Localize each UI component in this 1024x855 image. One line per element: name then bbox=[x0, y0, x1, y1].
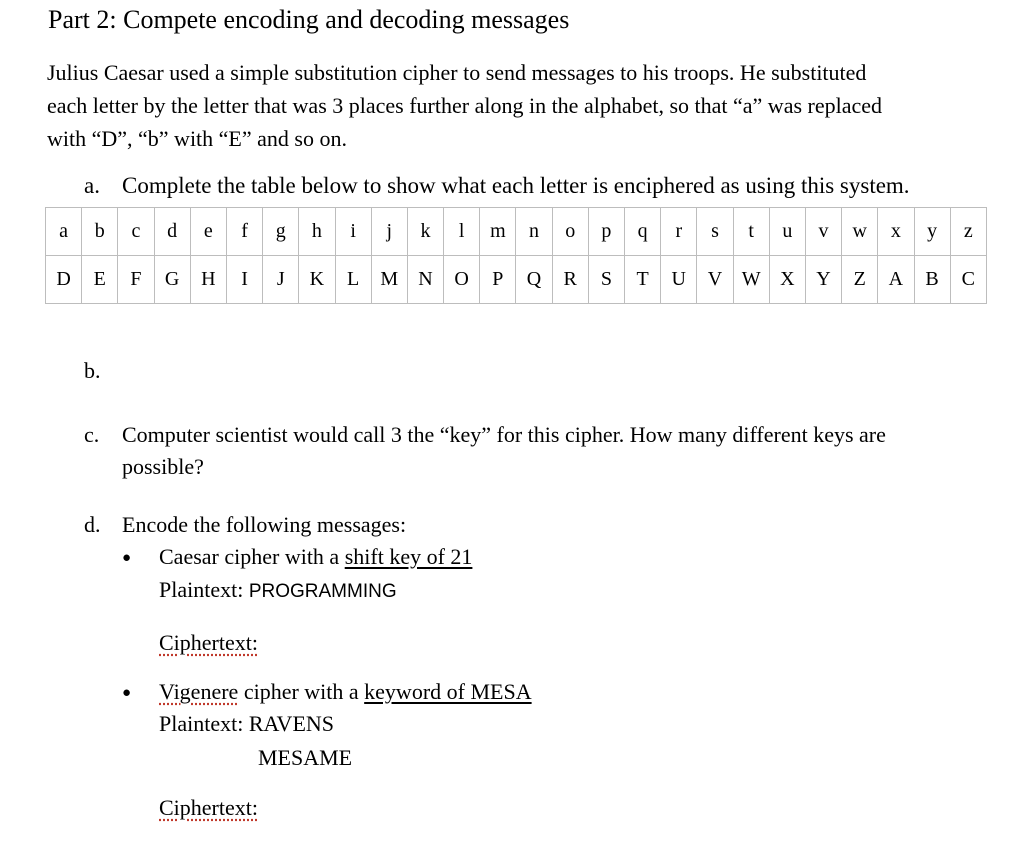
item2-plaintext: Plaintext: RAVENS bbox=[159, 711, 335, 736]
plain-letter-cell: z bbox=[950, 208, 986, 256]
question-d-text: Encode the following messages: bbox=[122, 512, 407, 537]
item1-prefix: Caesar cipher with a bbox=[159, 544, 345, 569]
plain-letter-cell: v bbox=[805, 208, 841, 256]
cipher-letter-cell: B bbox=[914, 256, 950, 304]
intro-line-2: each letter by the letter that was 3 places further along in the alphabet, so that “a” was replaced bbox=[47, 93, 883, 118]
cipher-letter-cell: S bbox=[588, 256, 624, 304]
item2-keyword: keyword of MESA bbox=[364, 679, 532, 704]
item1-plaintext bbox=[159, 577, 397, 603]
item2-cipher-name: Vigenere bbox=[159, 679, 239, 704]
cipher-letter-cell: X bbox=[769, 256, 805, 304]
plain-row bbox=[46, 208, 987, 256]
cipher-letter-cell: U bbox=[661, 256, 697, 304]
bullet-icon: ● bbox=[122, 685, 132, 701]
question-c bbox=[84, 419, 886, 483]
cipher-letter-cell: Y bbox=[805, 256, 841, 304]
plain-letter-cell: n bbox=[516, 208, 552, 256]
cipher-letter-cell: G bbox=[154, 256, 190, 304]
item2-ciphertext-label: Ciphertext: bbox=[159, 795, 258, 820]
plain-letter-cell: l bbox=[444, 208, 480, 256]
cipher-letter-cell: F bbox=[118, 256, 154, 304]
item1-plaintext-label: Plaintext: bbox=[159, 577, 249, 602]
cipher-letter-cell: H bbox=[190, 256, 226, 304]
plain-letter-cell: m bbox=[480, 208, 516, 256]
plain-letter-cell: x bbox=[878, 208, 914, 256]
item1-shift-key: shift key of 21 bbox=[344, 544, 473, 569]
item1-description bbox=[159, 544, 472, 570]
plain-letter-cell: k bbox=[407, 208, 443, 256]
plain-letter-cell: e bbox=[190, 208, 226, 256]
item1-ciphertext-label: Ciphertext: bbox=[159, 630, 258, 655]
question-c-line-1: Computer scientist would call 3 the “key” for this cipher. How many different keys are bbox=[122, 422, 886, 447]
plain-letter-cell: h bbox=[299, 208, 335, 256]
cipher-letter-cell: P bbox=[480, 256, 516, 304]
question-b-label: b. bbox=[84, 358, 101, 383]
item1-plaintext-value: PROGRAMMING bbox=[248, 581, 397, 602]
plain-letter-cell: o bbox=[552, 208, 588, 256]
plain-letter-cell: c bbox=[118, 208, 154, 256]
plain-letter-cell: f bbox=[226, 208, 262, 256]
item2-key-row: MESAME bbox=[258, 745, 353, 770]
question-d-label: d. bbox=[84, 512, 101, 537]
cipher-letter-cell: Q bbox=[516, 256, 552, 304]
intro-line-3: with “D”, “b” with “E” and so on. bbox=[47, 126, 347, 151]
cipher-letter-cell: V bbox=[697, 256, 733, 304]
intro-line-1: Julius Caesar used a simple substitution cipher to send messages to his troops. He substituted bbox=[47, 60, 867, 85]
question-a-text: Complete the table below to show what each letter is enciphered as using this system. bbox=[122, 173, 910, 198]
plain-letter-cell: g bbox=[263, 208, 299, 256]
plain-letter-cell: s bbox=[697, 208, 733, 256]
cipher-letter-cell: M bbox=[371, 256, 407, 304]
cipher-letter-cell: C bbox=[950, 256, 986, 304]
bullet-icon: ● bbox=[122, 550, 132, 566]
question-c-line-2: possible? bbox=[122, 454, 204, 479]
plain-letter-cell: y bbox=[914, 208, 950, 256]
plain-letter-cell: u bbox=[769, 208, 805, 256]
question-d bbox=[84, 512, 406, 538]
plain-letter-cell: b bbox=[82, 208, 118, 256]
item2-middle: cipher with a bbox=[238, 679, 365, 704]
cipher-letter-cell: R bbox=[552, 256, 588, 304]
cipher-letter-cell: T bbox=[625, 256, 661, 304]
cipher-letter-cell: K bbox=[299, 256, 335, 304]
cipher-letter-cell: E bbox=[82, 256, 118, 304]
plain-letter-cell: a bbox=[46, 208, 82, 256]
plain-letter-cell: p bbox=[588, 208, 624, 256]
cipher-table bbox=[45, 207, 987, 304]
cipher-letter-cell: A bbox=[878, 256, 914, 304]
cipher-letter-cell: I bbox=[226, 256, 262, 304]
plain-letter-cell: r bbox=[661, 208, 697, 256]
page-title: Part 2: Compete encoding and decoding messages bbox=[48, 5, 570, 34]
plain-letter-cell: t bbox=[733, 208, 769, 256]
question-c-label: c. bbox=[84, 422, 100, 447]
plain-letter-cell: i bbox=[335, 208, 371, 256]
cipher-letter-cell: D bbox=[46, 256, 82, 304]
cipher-letter-cell: L bbox=[335, 256, 371, 304]
plain-letter-cell: d bbox=[154, 208, 190, 256]
plain-letter-cell: q bbox=[625, 208, 661, 256]
cipher-letter-cell: J bbox=[263, 256, 299, 304]
cipher-letter-cell: Z bbox=[842, 256, 878, 304]
cipher-letter-cell: O bbox=[444, 256, 480, 304]
cipher-letter-cell: W bbox=[733, 256, 769, 304]
cipher-letter-cell: N bbox=[407, 256, 443, 304]
question-a-label: a. bbox=[84, 173, 100, 198]
question-a bbox=[84, 173, 910, 199]
plain-letter-cell: w bbox=[842, 208, 878, 256]
plain-letter-cell: j bbox=[371, 208, 407, 256]
cipher-row bbox=[46, 256, 987, 304]
item2-description bbox=[159, 679, 532, 705]
